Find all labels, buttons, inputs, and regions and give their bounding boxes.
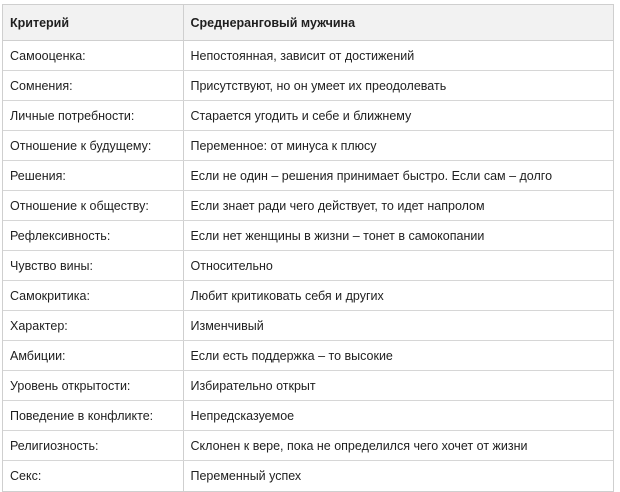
criterion-cell: Самокритика: [3, 281, 183, 311]
criterion-cell: Чувство вины: [3, 251, 183, 281]
value-cell: Относительно [183, 251, 613, 281]
value-cell: Любит критиковать себя и других [183, 281, 613, 311]
value-cell: Избирательно открыт [183, 371, 613, 401]
table-row [3, 341, 613, 371]
criterion-cell: Характер: [3, 311, 183, 341]
criterion-cell: Религиозность: [3, 431, 183, 461]
value-cell: Переменный успех [183, 461, 613, 492]
value-cell: Непостоянная, зависит от достижений [183, 41, 613, 71]
criterion-cell: Уровень открытости: [3, 371, 183, 401]
table-row [3, 71, 613, 101]
value-cell: Переменное: от минуса к плюсу [183, 131, 613, 161]
value-cell: Если знает ради чего действует, то идет напролом [183, 191, 613, 221]
criterion-cell: Отношение к будущему: [3, 131, 183, 161]
value-cell: Присутствуют, но он умеет их преодолевать [183, 71, 613, 101]
table-row [3, 251, 613, 281]
value-cell: Непредсказуемое [183, 401, 613, 431]
comparison-table [3, 5, 613, 491]
table-row [3, 431, 613, 461]
criterion-cell: Самооценка: [3, 41, 183, 71]
table-row [3, 161, 613, 191]
header-average-man: Среднеранговый мужчина [183, 5, 613, 41]
table-row [3, 101, 613, 131]
criterion-cell: Сомнения: [3, 71, 183, 101]
table-row [3, 401, 613, 431]
value-cell: Если не один – решения принимает быстро. Если сам – долго [183, 161, 613, 191]
table-row [3, 41, 613, 71]
header-criterion: Критерий [3, 5, 183, 41]
value-cell: Если нет женщины в жизни – тонет в самокопании [183, 221, 613, 251]
criterion-cell: Решения: [3, 161, 183, 191]
table-row [3, 371, 613, 401]
table-row [3, 221, 613, 251]
criterion-cell: Отношение к обществу: [3, 191, 183, 221]
table-body [3, 41, 613, 492]
header-row [3, 5, 613, 41]
table-row [3, 461, 613, 492]
table-row [3, 131, 613, 161]
criterion-cell: Секс: [10, 469, 42, 483]
criterion-cell: Амбиции: [3, 341, 183, 371]
table-row [3, 311, 613, 341]
criterion-cell: Поведение в конфликте: [3, 401, 183, 431]
comparison-table-container [2, 4, 614, 492]
value-cell: Склонен к вере, пока не определился чего хочет от жизни [183, 431, 613, 461]
table-header [3, 5, 613, 41]
value-cell: Старается угодить и себе и ближнему [183, 101, 613, 131]
criterion-cell: Личные потребности: [3, 101, 183, 131]
table-row [3, 281, 613, 311]
value-cell: Изменчивый [183, 311, 613, 341]
value-cell: Если есть поддержка – то высокие [183, 341, 613, 371]
table-row [3, 191, 613, 221]
criterion-cell: Рефлексивность: [3, 221, 183, 251]
